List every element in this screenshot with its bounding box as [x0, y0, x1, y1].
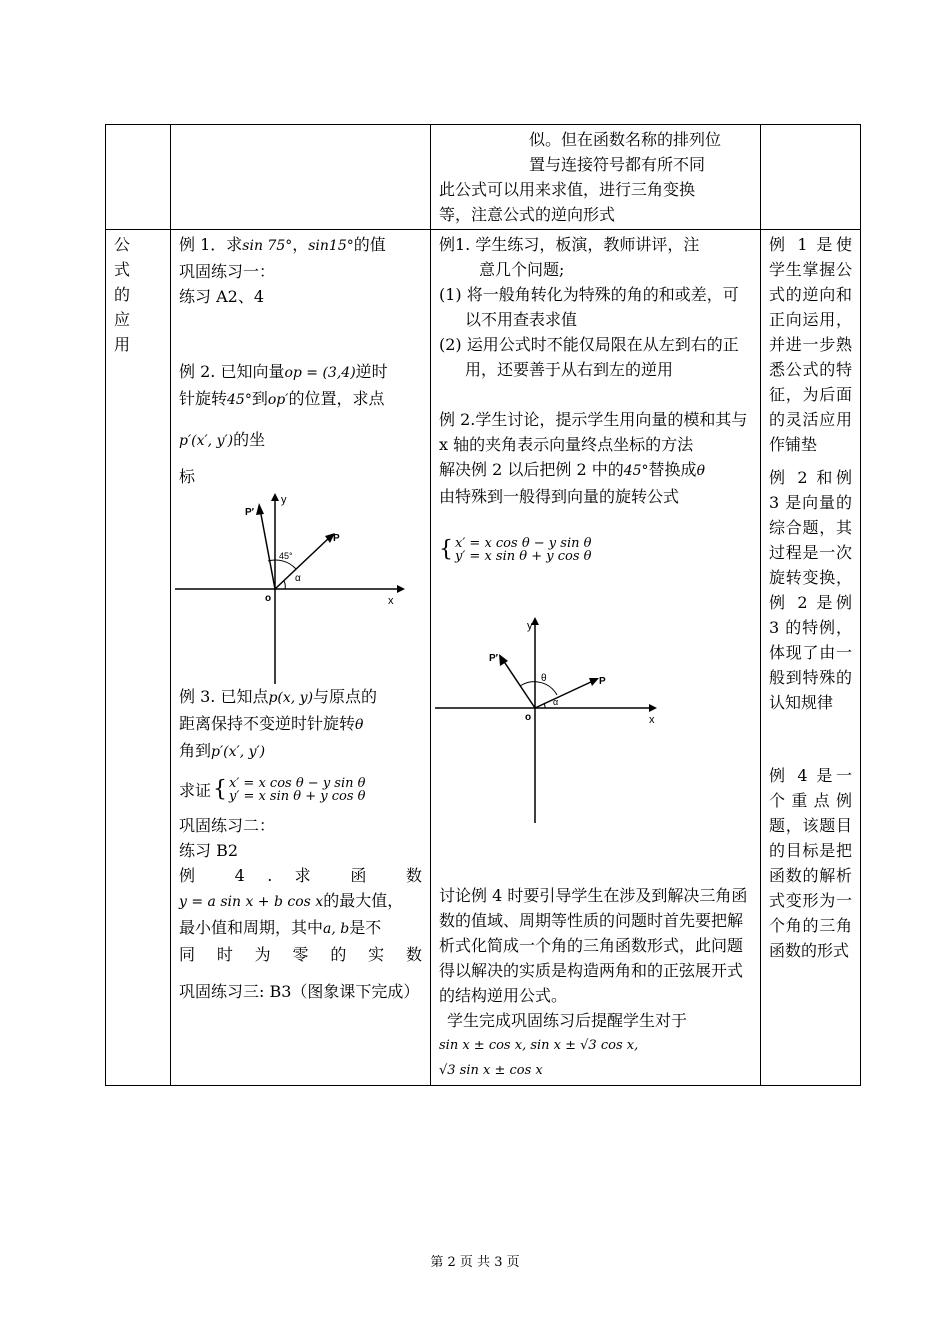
text: 解决例 2 以后把例 2 中的 — [439, 460, 624, 479]
example-2-notes-line3: 由特殊到一般得到向量的旋转公式 — [439, 487, 680, 506]
example-4-notes: 讨论例 4 时要引导学生在涉及到解决三角函数的值域、周期等性质的问题时首先要把解析式化简成一个角的三角函数形式，此问题得以解决的实质是构造两角和的正弦展开式的结构逆用公式。 — [439, 886, 748, 1005]
example-4-notes-tail: 学生完成巩固练习后提醒学生对于 — [447, 1011, 688, 1030]
math: √3 sin x ± cos x — [439, 1063, 543, 1078]
example-2-line4: 标 — [179, 467, 196, 486]
example-3-line2 — [179, 711, 422, 738]
text: 的值 — [353, 235, 386, 254]
math: y = a sin x + b cos x — [179, 894, 324, 910]
text: 最小值和周期，其中 — [179, 918, 324, 937]
example-1-notes: 例1. 学生练习，板演，教师讲评，注 — [439, 235, 700, 254]
math: p(x, y) — [268, 690, 314, 706]
example-1-notes-line2: 意几个问题; — [479, 260, 565, 279]
section-char: 公 — [114, 235, 131, 254]
example-1 — [179, 232, 422, 259]
equation-system — [455, 537, 591, 563]
text: 的最大值， — [323, 891, 404, 910]
equation-system — [229, 777, 365, 803]
example-2-notes-line2 — [439, 457, 752, 484]
math: 45° — [227, 392, 252, 408]
section-char: 应 — [114, 310, 131, 329]
x-label: x — [388, 595, 394, 607]
p-label: P — [599, 676, 606, 687]
cell-empty — [106, 125, 171, 230]
origin-label: o — [265, 593, 272, 604]
rotation-figure-1 — [175, 489, 415, 684]
math: x′ = x cos θ − y sin θ — [455, 536, 592, 551]
math: y′ = x sin θ + y cos θ — [455, 549, 592, 564]
brace: { — [213, 777, 228, 802]
note-item-2: (2) 运用公式时不能仅局限在从左到右的正用，还要善于从右到左的逆用 — [439, 335, 739, 379]
example-2 — [179, 359, 422, 386]
example-4-line2 — [179, 888, 422, 915]
alpha-arc — [284, 581, 285, 589]
math: sin 75° — [242, 238, 293, 254]
math: p′(x′, y′) — [179, 433, 234, 449]
y-label: y — [281, 494, 287, 506]
section-char: 用 — [114, 335, 131, 354]
text: 的位置，求点 — [288, 389, 385, 408]
text: 距离保持不变逆时针旋转 — [179, 714, 356, 733]
angle-arc — [268, 560, 296, 569]
vector-op-prime-arrow — [256, 503, 264, 515]
text-line: 此公式可以用来求值，进行三角变换 — [439, 180, 696, 199]
lesson-table — [105, 124, 861, 1086]
text: 角到 — [179, 741, 212, 760]
x-axis-arrow — [649, 704, 657, 712]
section-label-cell — [106, 230, 171, 1086]
math: sin15° — [308, 238, 354, 254]
practice-items: 练习 A2、4 — [179, 287, 265, 306]
design-intent-cell — [761, 230, 861, 1086]
intent-note-1: 例 1 是使学生掌握公式的逆向和正向运用，并进一步熟悉公式的特征，为后面的灵活应用作铺垫 — [769, 235, 852, 454]
alpha-label: α — [295, 573, 301, 584]
theta-label: θ — [541, 673, 547, 684]
cell-empty — [761, 125, 861, 230]
p-label: P — [333, 533, 340, 544]
y-label: y — [527, 620, 533, 632]
vector-op-prime — [260, 509, 275, 589]
examples-cell — [171, 230, 431, 1086]
y-axis-arrow — [271, 493, 279, 501]
practice-title: 巩固练习二： — [179, 816, 276, 835]
vector-op-arrow — [589, 678, 599, 686]
text: 例 2. 已知向量 — [179, 362, 285, 381]
vector-op-prime — [503, 660, 535, 708]
example-3-line3 — [179, 738, 422, 765]
p-prime-label: P′ — [245, 507, 255, 518]
text: 例 3. 已知点 — [179, 687, 269, 706]
page-footer: 第 2 页 共 3 页 — [430, 1255, 520, 1270]
text-line: 似。但在函数名称的排列位 — [529, 130, 722, 149]
example-4-line4: 同 时 为 零 的 实 数 — [179, 945, 422, 964]
practice-items: 练习 B2 — [179, 841, 239, 860]
cell-empty — [171, 125, 431, 230]
text: 到 — [251, 389, 268, 408]
example-3-proof — [179, 777, 422, 803]
table-row — [106, 230, 861, 1086]
text: 的坐 — [233, 430, 266, 449]
text: 例 1．求 — [179, 235, 243, 254]
example-4: 例 4 . 求 函 数 — [179, 866, 422, 885]
math: sin x ± cos x, sin x ± √3 cos x, — [439, 1038, 639, 1053]
math: p′(x′, y′) — [211, 744, 266, 760]
example-4-line3 — [179, 915, 422, 942]
table-row — [106, 125, 861, 230]
practice-3: 巩固练习三: B3（图象课下完成） — [179, 982, 420, 1001]
text: 与原点的 — [313, 687, 378, 706]
note-item-1: (1) 将一般角转化为特殊的角的和或差，可以不用查表求值 — [439, 285, 739, 329]
text: 是不 — [349, 918, 382, 937]
x-axis-arrow — [397, 585, 405, 593]
practice-title: 巩固练习一： — [179, 262, 276, 281]
text-line: 等，注意公式的逆向形式 — [439, 205, 616, 224]
x-label: x — [649, 714, 655, 726]
angle-label: 45° — [279, 551, 293, 561]
text: 求证 — [179, 780, 212, 800]
text: 替换成 — [648, 460, 697, 479]
intent-note-3: 例 4 是一个重点例题，该题目的目标是把函数的解析式变形为一个角的三角函数的形式 — [769, 766, 852, 960]
math: x′ = x cos θ − y sin θ — [229, 776, 366, 791]
vector-op — [535, 681, 593, 708]
rotation-formula — [439, 537, 752, 563]
math: y′ = x sin θ + y cos θ — [229, 789, 366, 804]
text: 逆时 — [355, 362, 388, 381]
section-char: 式 — [114, 260, 131, 279]
text: ， — [292, 235, 309, 254]
vector-op — [275, 537, 330, 589]
text-line: 置与连接符号都有所不同 — [529, 155, 706, 174]
intent-note-2: 例 2 和例 3 是向量的综合题，其过程是一次旋转变换，例 2 是例 3 的特例，体现了由一般到特殊的认知规律 — [769, 468, 852, 712]
origin-label: o — [525, 712, 532, 723]
section-char: 的 — [114, 285, 131, 304]
example-2-line3 — [179, 427, 422, 454]
p-prime-label: P′ — [489, 653, 499, 664]
math: 45° — [623, 463, 649, 479]
math: θ — [355, 717, 364, 733]
math: θ — [696, 463, 705, 479]
example-2-line2 — [179, 386, 422, 413]
example-3 — [179, 684, 422, 711]
cell-formula-notes — [431, 125, 761, 230]
text: 针旋转 — [179, 389, 228, 408]
math: op = (3,4) — [284, 365, 356, 381]
teaching-process-cell — [431, 230, 761, 1086]
math: a, b — [323, 921, 350, 937]
rotation-figure-2 — [435, 613, 675, 828]
example-2-notes: 例 2.学生讨论，提示学生用向量的模和其与 x 轴的夹角表示向量终点坐标的方法 — [439, 410, 748, 454]
brace: { — [439, 537, 453, 562]
alpha-label: α — [553, 697, 559, 707]
math: op′ — [267, 392, 289, 408]
